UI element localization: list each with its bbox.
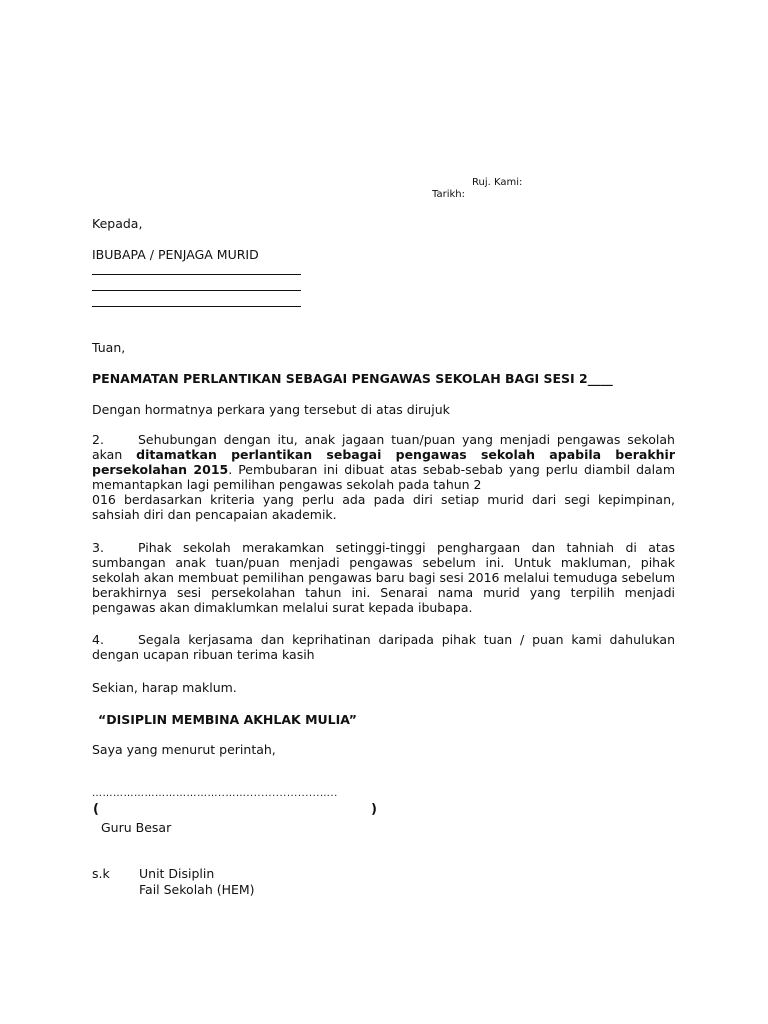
paragraph-number: 4. <box>92 632 104 647</box>
paragraph-bold-text: ditamatkan perlantikan sebagai pengawas sekolah apabila berakhir persekolahan 2015 <box>92 447 675 477</box>
signature-close-bracket: ) <box>371 802 377 817</box>
paragraph-text: . Pembubaran ini dibuat atas sebab-sebab yang perlu diambil dalam memantapkan lagi pemilihan pengawas sekolah pada tahun 2 <box>92 462 675 492</box>
paragraph-text: 016 berdasarkan kriteria yang perlu ada pada diri setiap murid dari segi kepimpinan, sahsiah diri dan pencapaian akademik. <box>92 492 675 522</box>
salutation: Tuan, <box>92 340 126 355</box>
paragraph-2 <box>92 432 675 522</box>
paragraph-text: Segala kerjasama dan keprihatinan daripada pihak tuan / puan kami dahulukan dengan ucapan ribuan terima kasih <box>92 632 675 662</box>
address-line-2 <box>92 290 301 291</box>
to-label: Kepada, <box>92 216 143 231</box>
reference-label: Ruj. Kami: <box>472 177 523 188</box>
subject-heading: PENAMATAN PERLANTIKAN SEBAGAI PENGAWAS SEKOLAH BAGI SESI 2____ <box>92 371 613 386</box>
paragraph-text: Sehubungan dengan itu, anak jagaan tuan/puan yang menjadi pengawas sekolah akan <box>92 432 675 462</box>
cc-item: Fail Sekolah (HEM) <box>139 882 255 897</box>
motto: “DISIPLIN MEMBINA AKHLAK MULIA” <box>98 712 358 727</box>
paragraph-number: 2. <box>92 432 104 447</box>
address-line-1 <box>92 274 301 275</box>
cc-label: s.k <box>92 866 110 881</box>
paragraph-4 <box>92 632 675 662</box>
signatory-title: Guru Besar <box>101 820 172 835</box>
paragraph-3 <box>92 540 675 615</box>
closing-line: Sekian, harap maklum. <box>92 680 237 695</box>
signature-dotted-line: ………………………………..……....................….. <box>92 788 338 799</box>
address-line-3 <box>92 306 301 307</box>
date-label: Tarikh: <box>432 189 465 200</box>
recipient-name: IBUBAPA / PENJAGA MURID <box>92 247 259 262</box>
paragraph-text: Pihak sekolah merakamkan setinggi-tinggi penghargaan dan tahniah di atas sumbangan anak tuan/puan menjadi pengawas sebelum ini. Untuk makluman, pihak sekolah akan membuat pemilihan pengawas baru bagi sesi 2016 melalui temuduga sebelum berakhirnya sesi persekolahan tahun ini. Senarai nama murid yang terpilih menjadi pengawas akan dimaklumkan melalui surat kepada ibubapa. <box>92 540 675 615</box>
signoff-line: Saya yang menurut perintah, <box>92 742 276 757</box>
signature-open-bracket: ( <box>93 802 99 817</box>
opening-line: Dengan hormatnya perkara yang tersebut di atas dirujuk <box>92 402 450 417</box>
paragraph-number: 3. <box>92 540 104 555</box>
cc-item: Unit Disiplin <box>139 866 215 881</box>
